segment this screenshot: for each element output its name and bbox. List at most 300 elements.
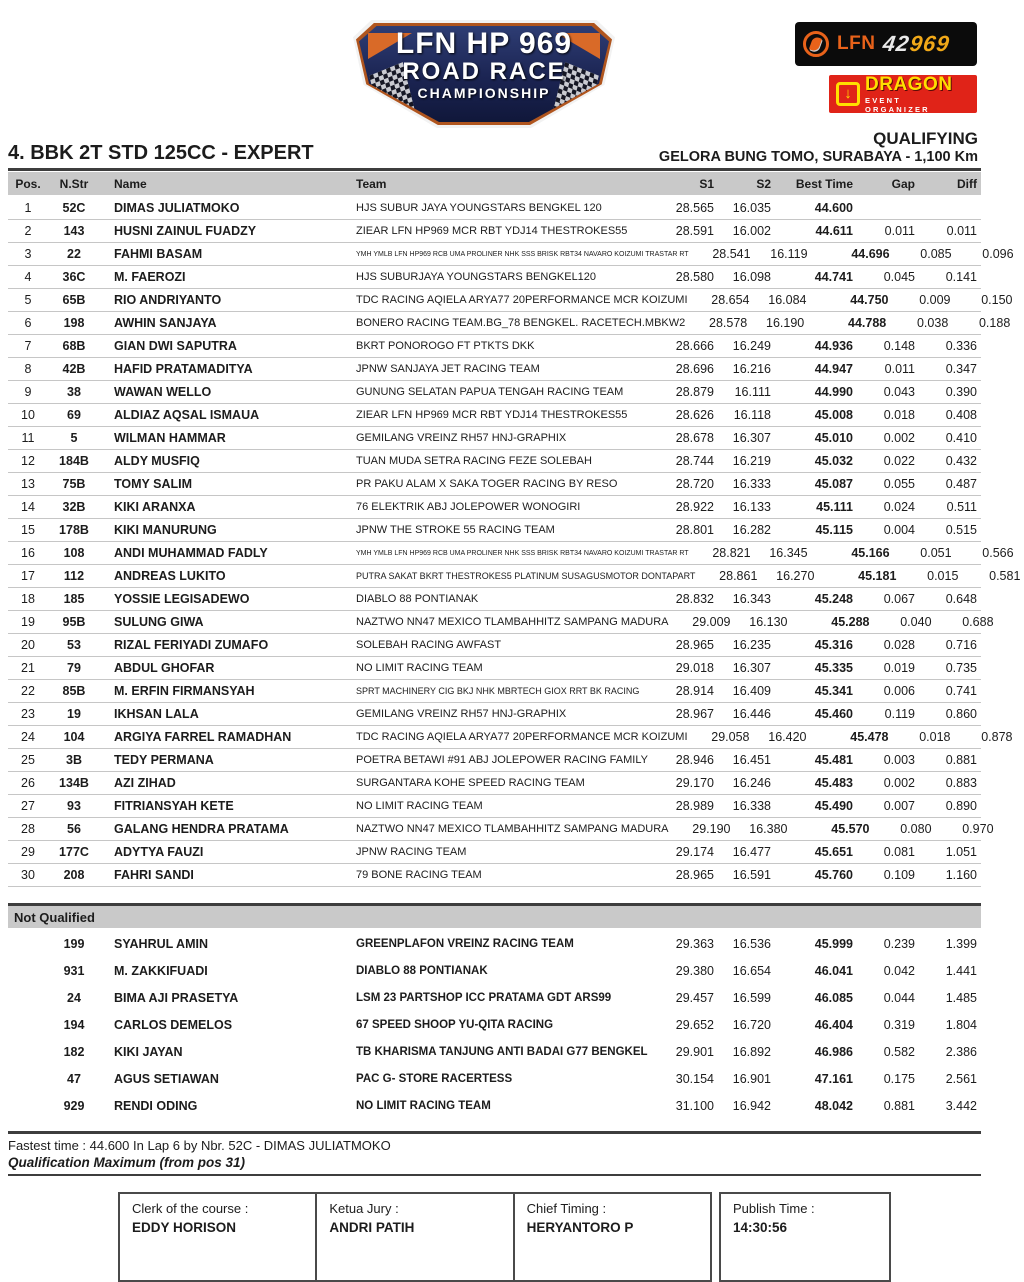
number-cell: 134B (59, 776, 89, 791)
gap-cell: 0.002 (883, 431, 915, 446)
s1-cell: 29.380 (675, 963, 714, 978)
table-row (8, 726, 1013, 749)
col-team: Team (356, 176, 387, 191)
number-cell: 184B (59, 454, 89, 469)
position-cell: 19 (21, 615, 35, 630)
diff-cell: 0.515 (945, 523, 977, 538)
diff-cell: 0.011 (946, 224, 977, 239)
jury-name: ANDRI PATIH (329, 1220, 415, 1236)
rider-name-cell: RIZAL FERIYADI ZUMAFO (114, 638, 269, 653)
gap-cell: 0.044 (883, 990, 915, 1005)
team-cell: DIABLO 88 PONTIANAK (356, 593, 479, 606)
s1-cell: 28.696 (675, 362, 714, 377)
rider-name-cell: ANDREAS LUKITO (114, 569, 226, 584)
jury-label: Ketua Jury : (329, 1201, 399, 1217)
rider-name-cell: ABDUL GHOFAR (114, 661, 215, 676)
jury-cell (317, 1194, 514, 1280)
number-cell: 42B (62, 362, 86, 377)
s2-cell: 16.249 (732, 339, 771, 354)
best-time-cell: 45.181 (858, 569, 897, 584)
team-cell: JPNW RACING TEAM (356, 846, 467, 859)
diff-cell: 1.804 (945, 1017, 977, 1032)
position-cell: 20 (21, 638, 35, 653)
diff-cell: 0.970 (962, 822, 994, 837)
gap-cell: 0.085 (920, 247, 952, 262)
s1-cell: 28.578 (709, 316, 748, 331)
table-row (8, 565, 1021, 588)
best-time-cell: 44.741 (814, 270, 853, 285)
position-cell: 3 (24, 247, 32, 262)
rider-name-cell: SULUNG GIWA (114, 615, 204, 630)
s2-cell: 16.307 (732, 431, 771, 446)
position-cell: 11 (21, 431, 35, 446)
position-cell: 22 (21, 684, 35, 699)
diff-cell: 0.390 (945, 385, 977, 400)
rider-name-cell: KIKI MANURUNG (114, 523, 217, 538)
rider-name-cell: WAWAN WELLO (114, 385, 212, 400)
s1-cell: 28.965 (675, 868, 714, 883)
s2-cell: 16.035 (732, 201, 771, 216)
s1-cell: 29.901 (675, 1044, 714, 1059)
number-cell: 178B (59, 523, 89, 538)
rider-name-cell: ADYTYA FAUZI (114, 845, 204, 860)
col-diff: Diff (957, 176, 977, 191)
publish-time-label: Publish Time : (733, 1201, 815, 1217)
rider-name-cell: M. ERFIN FIRMANSYAH (114, 684, 255, 699)
best-time-cell: 44.611 (815, 224, 853, 239)
best-time-cell: 45.651 (814, 845, 853, 860)
qualification-maximum-note: Qualification Maximum (from pos 31) (8, 1155, 246, 1171)
s2-cell: 16.420 (768, 730, 807, 745)
rider-name-cell: M. ZAKKIFUADI (114, 963, 208, 978)
s2-cell: 16.235 (732, 638, 771, 653)
diff-cell: 0.878 (981, 730, 1013, 745)
position-cell: 26 (21, 776, 35, 791)
s2-cell: 16.282 (732, 523, 771, 538)
s1-cell: 30.154 (675, 1071, 714, 1086)
best-time-cell: 44.750 (850, 293, 889, 308)
position-cell: 2 (24, 224, 32, 239)
team-cell: PR PAKU ALAM X SAKA TOGER RACING BY RESO (356, 478, 618, 491)
table-row (8, 1011, 981, 1038)
rider-name-cell: GIAN DWI SAPUTRA (114, 339, 237, 354)
gap-cell: 0.175 (883, 1071, 915, 1086)
diff-cell: 1.051 (945, 845, 977, 860)
col-name: Name (114, 176, 147, 191)
best-time-cell: 45.166 (851, 546, 890, 561)
table-row (8, 984, 981, 1011)
team-cell: TDC RACING AQIELA ARYA77 20PERFORMANCE MCR KOIZUMI (356, 731, 688, 744)
s1-cell: 28.914 (675, 684, 714, 699)
rider-name-cell: AWHIN SANJAYA (114, 316, 217, 331)
col-s2: S2 (756, 176, 771, 191)
clerk-name: EDDY HORISON (132, 1220, 237, 1236)
team-cell: POETRA BETAWI #91 ABJ JOLEPOWER RACING FAMILY (356, 754, 648, 767)
s1-cell: 29.652 (675, 1017, 714, 1032)
table-row (8, 657, 981, 680)
diff-cell: 1.399 (945, 936, 977, 951)
s1-cell: 28.541 (712, 247, 751, 262)
best-time-cell: 45.087 (814, 477, 853, 492)
best-time-cell: 45.760 (814, 868, 853, 883)
diff-cell: 0.688 (962, 615, 994, 630)
team-cell: JPNW THE STROKE 55 RACING TEAM (356, 524, 555, 537)
gap-cell: 0.148 (883, 339, 915, 354)
table-row (8, 473, 981, 496)
table-row (8, 930, 981, 957)
table-row (8, 772, 981, 795)
rider-name-cell: HAFID PRATAMADITYA (114, 362, 253, 377)
rider-name-cell: KIKI JAYAN (114, 1044, 183, 1059)
rider-name-cell: ALDIAZ AQSAL ISMAUA (114, 408, 260, 423)
diff-cell: 0.511 (946, 500, 977, 515)
table-row (8, 841, 981, 864)
footer-divider-bottom (8, 1174, 981, 1176)
number-cell: 208 (63, 868, 85, 883)
gap-cell: 0.109 (883, 868, 915, 883)
number-cell: 3B (66, 753, 82, 768)
number-cell: 198 (63, 316, 85, 331)
best-time-cell: 46.085 (814, 990, 853, 1005)
s2-cell: 16.892 (732, 1044, 771, 1059)
s2-cell: 16.942 (732, 1098, 771, 1113)
dragon-name: DRAGON (865, 73, 953, 95)
team-cell: YMH YMLB LFN HP969 RCB UMA PROLINER NHK SSS BRISK RBT34 NAVARO KOIZUMI TRASTAR RT (356, 250, 689, 258)
best-time-cell: 45.570 (831, 822, 870, 837)
event-class-title: 4. BBK 2T STD 125CC - EXPERT (8, 142, 314, 165)
s2-cell: 16.130 (749, 615, 788, 630)
gap-cell: 0.002 (883, 776, 915, 791)
team-cell: 76 ELEKTRIK ABJ JOLEPOWER WONOGIRI (356, 501, 581, 514)
number-cell: 52C (62, 201, 86, 216)
col-nstr: N.Str (59, 176, 89, 191)
not-qualified-body (8, 930, 981, 1119)
number-cell: 93 (67, 799, 81, 814)
s2-cell: 16.111 (734, 385, 771, 400)
chief-timing-label: Chief Timing : (526, 1201, 607, 1217)
number-cell: 5 (70, 431, 78, 446)
diff-cell: 0.096 (982, 247, 1014, 262)
s2-cell: 16.216 (732, 362, 771, 377)
best-time-cell: 44.990 (814, 385, 853, 400)
rider-name-cell: FAHMI BASAM (114, 247, 203, 262)
team-cell: PAC G- STORE RACERTESS (356, 1072, 513, 1085)
gap-cell: 0.028 (883, 638, 915, 653)
position-cell: 14 (21, 500, 35, 515)
diff-cell: 0.890 (945, 799, 977, 814)
position-cell: 10 (21, 408, 35, 423)
title-row (0, 128, 989, 168)
diff-cell: 0.141 (945, 270, 977, 285)
diff-cell: 3.442 (945, 1098, 977, 1113)
s1-cell: 28.967 (675, 707, 714, 722)
team-cell: ZIEAR LFN HP969 MCR RBT YDJ14 THESTROKES55 (356, 225, 628, 238)
s1-cell: 28.666 (675, 339, 714, 354)
number-cell: 143 (63, 224, 85, 239)
team-cell: NO LIMIT RACING TEAM (356, 1099, 491, 1112)
table-row (8, 312, 1011, 335)
s2-cell: 16.119 (770, 247, 808, 262)
number-cell: 47 (67, 1071, 81, 1086)
table-row (8, 335, 981, 358)
s2-cell: 16.133 (732, 500, 771, 515)
s2-cell: 16.307 (732, 661, 771, 676)
dragon-organizer-logo (829, 75, 977, 113)
s2-cell: 16.654 (732, 963, 771, 978)
team-cell: PUTRA SAKAT BKRT THESTROKES5 PLATINUM SUSAGUSMOTOR DONTAPART (356, 571, 696, 582)
rider-name-cell: YOSSIE LEGISADEWO (114, 592, 250, 607)
diff-cell: 0.487 (945, 477, 977, 492)
s1-cell: 28.965 (675, 638, 714, 653)
diff-cell: 1.441 (945, 963, 977, 978)
best-time-cell: 44.696 (851, 247, 890, 262)
number-cell: 177C (59, 845, 89, 860)
chief-timing-cell (515, 1194, 710, 1280)
number-cell: 104 (63, 730, 85, 745)
team-cell: ZIEAR LFN HP969 MCR RBT YDJ14 THESTROKES55 (356, 409, 628, 422)
position-cell: 24 (21, 730, 35, 745)
s2-cell: 16.343 (732, 592, 771, 607)
gap-cell: 0.022 (883, 454, 915, 469)
fastest-time-note: Fastest time : 44.600 In Lap 6 by Nbr. 52C - DIMAS JULIATMOKO (8, 1138, 391, 1154)
rider-name-cell: IKHSAN LALA (114, 707, 199, 722)
best-time-cell: 47.161 (814, 1071, 853, 1086)
table-row (8, 427, 981, 450)
s2-cell: 16.270 (776, 569, 815, 584)
best-time-cell: 46.041 (814, 963, 853, 978)
gap-cell: 0.024 (883, 500, 915, 515)
gap-cell: 0.038 (916, 316, 949, 331)
s2-cell: 16.098 (732, 270, 771, 285)
s1-cell: 29.009 (692, 615, 731, 630)
gap-cell: 0.018 (883, 408, 915, 423)
position-cell: 9 (24, 385, 32, 400)
number-cell: 194 (63, 1017, 85, 1032)
position-cell: 21 (21, 661, 35, 676)
position-cell: 4 (24, 270, 32, 285)
gap-cell: 0.067 (883, 592, 915, 607)
gap-cell: 0.119 (884, 707, 915, 722)
rider-name-cell: FITRIANSYAH KETE (114, 799, 234, 814)
team-cell: NAZTWO NN47 MEXICO TLAMBAHHITZ SAMPANG MADURA (356, 616, 669, 629)
s2-cell: 16.409 (732, 684, 771, 699)
table-row (8, 358, 981, 381)
table-row (8, 818, 994, 841)
table-row (8, 542, 1014, 565)
number-cell: 185 (63, 592, 85, 607)
best-time-cell: 45.008 (814, 408, 853, 423)
gap-cell: 0.319 (883, 1017, 915, 1032)
diff-cell: 0.188 (978, 316, 1011, 331)
table-row (8, 634, 981, 657)
s2-cell: 16.720 (732, 1017, 771, 1032)
team-cell: HJS SUBURJAYA YOUNGSTARS BENGKEL120 (356, 271, 597, 284)
s1-cell: 28.832 (675, 592, 714, 607)
badge-subtitle: ROAD RACE (402, 57, 566, 85)
number-cell: 68B (62, 339, 86, 354)
table-row (8, 864, 981, 887)
diff-cell: 0.741 (945, 684, 977, 699)
best-time-cell: 45.341 (814, 684, 853, 699)
gap-cell: 0.007 (883, 799, 915, 814)
table-row (8, 289, 1013, 312)
gap-cell: 0.019 (883, 661, 915, 676)
s1-cell: 29.170 (675, 776, 714, 791)
position-cell: 15 (21, 523, 35, 538)
table-row (8, 680, 981, 703)
best-time-cell: 45.478 (850, 730, 889, 745)
gap-cell: 0.051 (920, 546, 952, 561)
s1-cell: 28.678 (675, 431, 714, 446)
best-time-cell: 45.490 (814, 799, 853, 814)
s2-cell: 16.901 (732, 1071, 771, 1086)
s1-cell: 28.565 (675, 201, 714, 216)
position-cell: 28 (21, 822, 35, 837)
diff-cell: 0.735 (945, 661, 977, 676)
s2-cell: 16.219 (732, 454, 771, 469)
team-cell: NO LIMIT RACING TEAM (356, 662, 483, 675)
number-cell: 65B (62, 293, 86, 308)
team-cell: SPRT MACHINERY CIG BKJ NHK MBRTECH GIOX RRT BK RACING (356, 686, 640, 697)
position-cell: 23 (21, 707, 35, 722)
position-cell: 25 (21, 753, 35, 768)
number-cell: 199 (63, 936, 85, 951)
gap-cell: 0.881 (883, 1098, 915, 1113)
best-time-cell: 45.288 (831, 615, 870, 630)
best-time-cell: 45.248 (814, 592, 853, 607)
diff-cell: 1.485 (945, 990, 977, 1005)
s2-cell: 16.591 (732, 868, 771, 883)
gap-cell: 0.080 (900, 822, 932, 837)
s2-cell: 16.084 (768, 293, 807, 308)
number-cell: 24 (67, 990, 81, 1005)
position-cell: 5 (24, 293, 32, 308)
logo-zone (0, 0, 989, 128)
rider-name-cell: FAHRI SANDI (114, 868, 194, 883)
venue-label: GELORA BUNG TOMO, SURABAYA - 1,100 Km (658, 149, 978, 166)
table-header (8, 172, 981, 195)
gap-cell: 0.042 (883, 963, 915, 978)
best-time-cell: 44.600 (814, 201, 853, 216)
number-cell: 69 (67, 408, 81, 423)
table-row (8, 450, 981, 473)
col-best: Best Time (795, 176, 853, 191)
table-row (8, 795, 981, 818)
position-cell: 30 (21, 868, 35, 883)
best-time-cell: 45.335 (814, 661, 853, 676)
lfn-sponsor-logo (795, 22, 977, 66)
best-time-cell: 45.316 (814, 638, 853, 653)
team-cell: GEMILANG VREINZ RH57 HNJ-GRAPHIX (356, 432, 567, 445)
table-row (8, 1038, 981, 1065)
diff-cell: 0.860 (945, 707, 977, 722)
team-cell: TDC RACING AQIELA ARYA77 20PERFORMANCE MCR KOIZUMI (356, 294, 688, 307)
lfn-number-gold: 969 (908, 31, 952, 56)
diff-cell: 0.336 (945, 339, 977, 354)
team-cell: NO LIMIT RACING TEAM (356, 800, 483, 813)
gap-cell: 0.004 (883, 523, 915, 538)
position-cell: 29 (21, 845, 35, 860)
dragon-subtitle: EVENT ORGANIZER (865, 95, 930, 114)
number-cell: 85B (62, 684, 86, 699)
officials-block (118, 1192, 989, 1282)
gap-cell: 0.003 (883, 753, 915, 768)
best-time-cell: 45.115 (815, 523, 853, 538)
lfn-number-white: 42 (881, 31, 912, 56)
s2-cell: 16.002 (732, 224, 771, 239)
publish-time-value: 14:30:56 (733, 1220, 788, 1236)
number-cell: 929 (63, 1098, 85, 1113)
number-cell: 108 (63, 546, 85, 561)
best-time-cell: 45.010 (814, 431, 853, 446)
position-cell: 17 (21, 569, 35, 584)
gap-cell: 0.043 (883, 385, 915, 400)
s1-cell: 31.100 (675, 1098, 714, 1113)
publish-time-box (719, 1192, 891, 1282)
rider-name-cell: KIKI ARANXA (114, 500, 196, 515)
s2-cell: 16.333 (732, 477, 771, 492)
table-row (8, 703, 981, 726)
rider-name-cell: AGUS SETIAWAN (114, 1071, 219, 1086)
gap-cell: 0.006 (883, 684, 915, 699)
number-cell: 182 (63, 1044, 85, 1059)
gap-cell: 0.582 (883, 1044, 915, 1059)
best-time-cell: 45.483 (814, 776, 853, 791)
best-time-cell: 45.032 (814, 454, 853, 469)
rider-name-cell: TEDY PERMANA (114, 753, 214, 768)
position-cell: 12 (21, 454, 35, 469)
table-row (8, 404, 981, 427)
s1-cell: 28.879 (675, 385, 714, 400)
s2-cell: 16.380 (749, 822, 788, 837)
number-cell: 95B (62, 615, 86, 630)
team-cell: JPNW SANJAYA JET RACING TEAM (356, 363, 540, 376)
diff-cell: 0.883 (945, 776, 977, 791)
rider-name-cell: DIMAS JULIATMOKO (114, 201, 240, 216)
not-qualified-header: Not Qualified (8, 903, 981, 928)
col-gap: Gap (891, 176, 915, 191)
team-cell: YMH YMLB LFN HP969 RCB UMA PROLINER NHK SSS BRISK RBT34 NAVARO KOIZUMI TRASTAR RT (356, 549, 689, 557)
clerk-cell (120, 1194, 317, 1280)
rider-name-cell: ALDY MUSFIQ (114, 454, 200, 469)
team-cell: HJS SUBUR JAYA YOUNGSTARS BENGKEL 120 (356, 202, 602, 215)
down-arrow-icon: ↓ (836, 82, 860, 106)
position-cell: 6 (24, 316, 32, 331)
s1-cell: 28.922 (675, 500, 714, 515)
gap-cell: 0.015 (927, 569, 959, 584)
diff-cell: 2.561 (945, 1071, 977, 1086)
gap-cell: 0.040 (900, 615, 932, 630)
s1-cell: 28.591 (675, 224, 714, 239)
gap-cell: 0.009 (919, 293, 951, 308)
rider-name-cell: RIO ANDRIYANTO (114, 293, 222, 308)
rider-name-cell: CARLOS DEMELOS (114, 1017, 233, 1032)
s1-cell: 29.174 (675, 845, 714, 860)
s1-cell: 29.457 (675, 990, 714, 1005)
s1-cell: 28.801 (675, 523, 714, 538)
badge-text (353, 28, 615, 128)
number-cell: 56 (67, 822, 81, 837)
s1-cell: 29.363 (675, 936, 714, 951)
position-cell: 27 (21, 799, 35, 814)
rider-name-cell: RENDI ODING (114, 1098, 198, 1113)
team-cell: 67 SPEED SHOOP YU-QITA RACING (356, 1018, 554, 1031)
table-row (8, 749, 981, 772)
position-cell: 8 (24, 362, 32, 377)
number-cell: 38 (67, 385, 81, 400)
table-row (8, 519, 981, 542)
number-cell: 112 (63, 569, 85, 584)
